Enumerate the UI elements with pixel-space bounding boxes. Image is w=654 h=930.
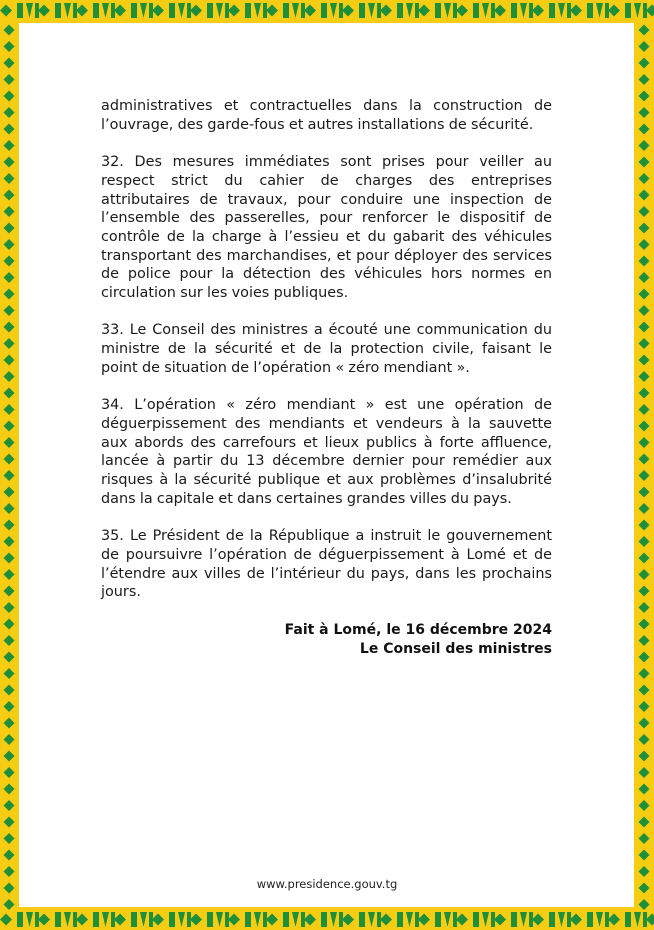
paragraph-35: 35. Le Président de la République a instruit le gouvernement de poursuivre l’opération de déguerpissement à Lomé et de l’étendre aux villes de l’intérieur du pays, dans les prochains jours. bbox=[101, 528, 552, 601]
paragraph-34: 34. L’opération « zéro mendiant » est une opération de déguerpissement des mendiants et vendeurs à la sauvette aux abords des carrefours et lieux publics à forte affluence, lancée à partir du 13 décembre dernier pour remédier aux risques à la sécurité publique et aux problèmes d’insalubrité dans la capitale et dans certaines grandes villes du pays. bbox=[101, 397, 552, 507]
signature-block bbox=[101, 621, 552, 659]
signature-signatory: Le Conseil des ministres bbox=[359, 641, 552, 657]
document-text bbox=[101, 97, 552, 621]
footer-url: www.presidence.gouv.tg bbox=[256, 877, 398, 891]
paragraph-33: 33. Le Conseil des ministres a écouté une communication du ministre de la sécurité et de la protection civile, faisant le point de situation de l’opération « zéro mendiant ». bbox=[101, 322, 552, 376]
paragraph-continuation: administratives et contractuelles dans la construction de l’ouvrage, des garde-fous et autres installations de sécurité. bbox=[101, 98, 552, 133]
paragraph-32: 32. Des mesures immédiates sont prises pour veiller au respect strict du cahier de charges des entreprises attributaires de travaux, pour conduire une inspection de l’ensemble des passerelles, pour renforcer le dispositif de contrôle de la charge à l’essieu et du gabarit des véhicules transportant des marchandises, et pour déployer des services de police pour la détection des véhicules hors normes en circulation sur les voies publiques. bbox=[101, 154, 552, 302]
signature-place-date: Fait à Lomé, le 16 décembre 2024 bbox=[284, 622, 552, 638]
